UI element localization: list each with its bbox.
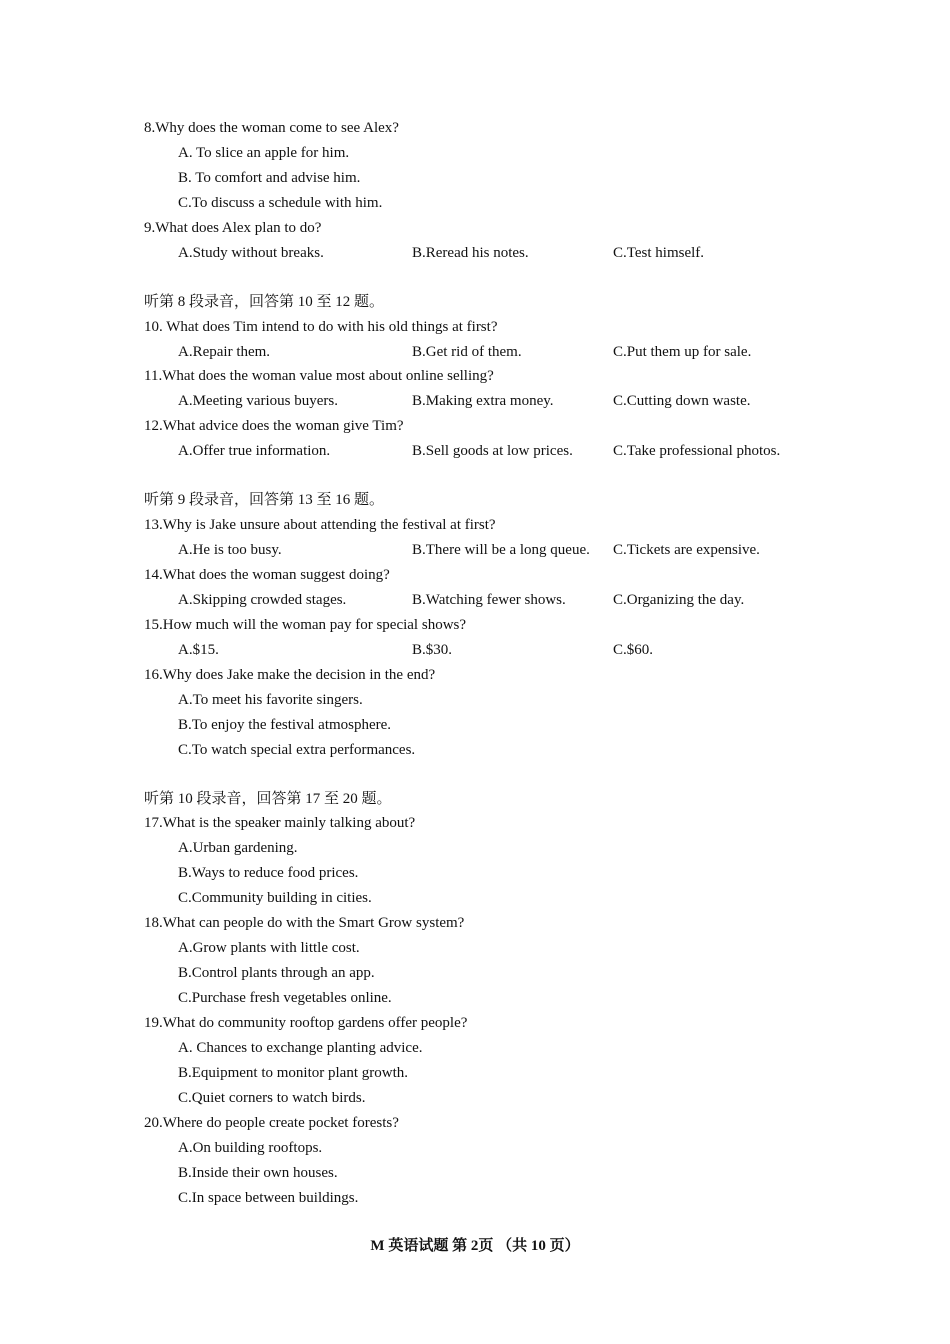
question-group-13-16 xyxy=(144,513,824,762)
option-row xyxy=(144,538,824,563)
section-header: 听第 9 段录音，回答第 13 至 16 题。 xyxy=(144,492,385,509)
question xyxy=(144,364,824,414)
question xyxy=(144,911,824,1011)
question xyxy=(144,1011,824,1111)
question xyxy=(144,663,824,763)
answer-option: C.Purchase fresh vegetables online. xyxy=(178,990,392,1006)
answer-option: A.Urban gardening. xyxy=(178,840,298,857)
question-stem: 10. What does Tim intend to do with his old things at first? xyxy=(144,318,498,335)
answer-option: B.Get rid of them. xyxy=(412,343,522,360)
answer-option: C.Quiet corners to watch birds. xyxy=(178,1089,366,1106)
question xyxy=(144,513,824,563)
answer-option: A.Skipping crowded stages. xyxy=(178,591,347,608)
answer-option: B.Reread his notes. xyxy=(412,244,529,261)
question-stem: 15.How much will the woman pay for special shows? xyxy=(144,616,467,633)
section-header: 听第 8 段录音，回答第 10 至 12 题。 xyxy=(144,293,385,310)
question-stem: 12.What advice does the woman give Tim? xyxy=(144,418,404,435)
answer-option: B.Watching fewer shows. xyxy=(412,591,566,608)
question-stem: 8.Why does the woman come to see Alex? xyxy=(144,120,399,136)
answer-option: C.$60. xyxy=(613,641,654,658)
answer-option: B.$30. xyxy=(412,641,453,658)
answer-option: A.Offer true information. xyxy=(178,443,331,460)
question-stem: 9.What does Alex plan to do? xyxy=(144,219,322,236)
question-stem: 20.Where do people create pocket forests? xyxy=(144,1114,399,1131)
answer-option: C.Community building in cities. xyxy=(178,890,372,907)
answer-option: B.To enjoy the festival atmosphere. xyxy=(178,716,392,733)
option-row xyxy=(144,389,824,414)
question xyxy=(144,613,824,663)
question-stem: 13.Why is Jake unsure about attending the festival at first? xyxy=(144,517,496,534)
answer-option: C.Test himself. xyxy=(613,244,705,261)
question-stem: 11.What does the woman value most about online selling? xyxy=(144,368,494,385)
answer-option: C.Organizing the day. xyxy=(613,591,745,608)
option-row xyxy=(144,241,824,266)
section-header: 听第 10 段录音，回答第 17 至 20 题。 xyxy=(144,790,392,807)
answer-option: B.Inside their own houses. xyxy=(178,1164,338,1181)
section-10 xyxy=(144,787,824,1211)
question-stem: 18.What can people do with the Smart Grow system? xyxy=(144,915,465,932)
question xyxy=(144,216,824,266)
option-row xyxy=(144,340,824,365)
question xyxy=(144,315,824,365)
answer-option: B.Ways to reduce food prices. xyxy=(178,865,359,882)
question-group-17-20 xyxy=(144,811,824,1210)
answer-option: C.Put them up for sale. xyxy=(613,343,752,360)
answer-option: C.To watch special extra performances. xyxy=(178,741,416,758)
answer-option: A.On building rooftops. xyxy=(178,1139,323,1156)
answer-option: B.There will be a long queue. xyxy=(412,542,590,559)
question-group-8-9 xyxy=(144,116,824,266)
question-stem: 17.What is the speaker mainly talking about? xyxy=(144,815,416,832)
answer-option: C.Take professional photos. xyxy=(613,443,781,460)
answer-option: B.Equipment to monitor plant growth. xyxy=(178,1064,408,1081)
answer-option: A.To meet his favorite singers. xyxy=(178,691,363,708)
answer-option: B. To comfort and advise him. xyxy=(178,169,361,186)
option-row xyxy=(144,588,824,613)
question xyxy=(144,563,824,613)
option-row xyxy=(144,439,824,464)
question xyxy=(144,1111,824,1211)
answer-option: A. Chances to exchange planting advice. xyxy=(178,1039,423,1056)
answer-option: C.To discuss a schedule with him. xyxy=(178,194,383,211)
question-stem: 19.What do community rooftop gardens offer people? xyxy=(144,1014,468,1031)
answer-option: A.Meeting various buyers. xyxy=(178,393,338,410)
answer-option: B.Sell goods at low prices. xyxy=(412,443,573,460)
answer-option: A.He is too busy. xyxy=(178,542,282,559)
page-footer: M 英语试题 第 2页 （共 10 页） xyxy=(370,1238,580,1254)
answer-option: A.Study without breaks. xyxy=(178,244,324,261)
answer-option: B.Control plants through an app. xyxy=(178,965,375,982)
section-9 xyxy=(144,488,824,762)
answer-option: C.Tickets are expensive. xyxy=(613,542,760,559)
answer-option: B.Making extra money. xyxy=(412,393,554,410)
question-group-10-12 xyxy=(144,315,824,465)
answer-option: A.Grow plants with little cost. xyxy=(178,940,360,957)
answer-option: C.In space between buildings. xyxy=(178,1189,359,1206)
question xyxy=(144,116,824,216)
question xyxy=(144,414,824,464)
answer-option: A.Repair them. xyxy=(178,343,271,360)
option-row xyxy=(144,638,824,663)
answer-option: A. To slice an apple for him. xyxy=(178,144,350,161)
answer-option: C.Cutting down waste. xyxy=(613,393,751,410)
section-8 xyxy=(144,290,824,465)
answer-option: A.$15. xyxy=(178,641,219,658)
question xyxy=(144,811,824,911)
exam-page-content xyxy=(144,116,824,1210)
question-stem: 16.Why does Jake make the decision in the end? xyxy=(144,666,436,683)
question-stem: 14.What does the woman suggest doing? xyxy=(144,567,390,583)
